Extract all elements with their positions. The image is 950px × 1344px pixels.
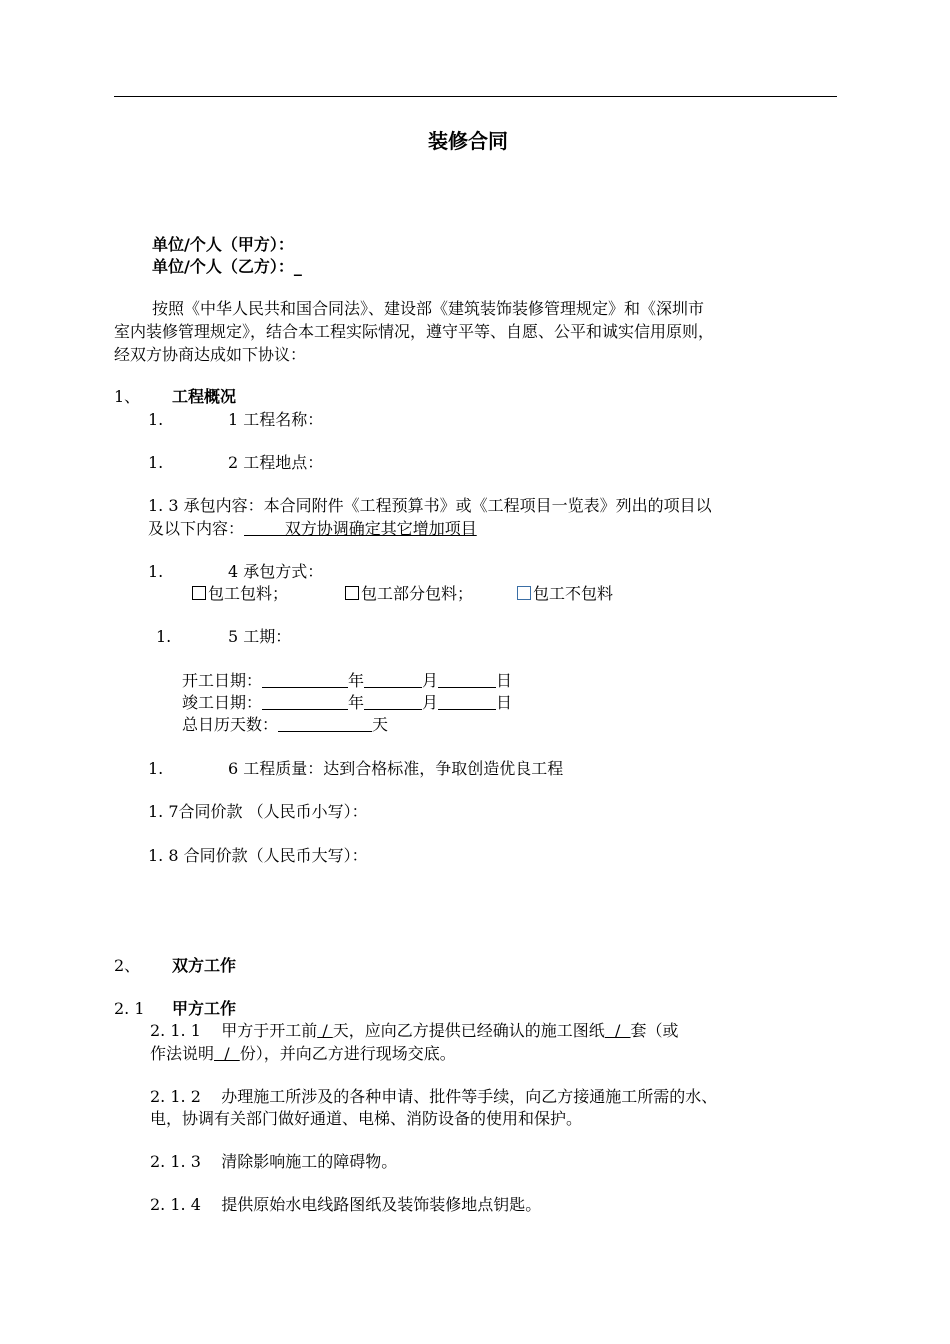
item-1-5-number: 1. bbox=[156, 627, 172, 646]
end-year-blank[interactable] bbox=[262, 693, 348, 710]
clause-2-1-2-line-1: 2. 1. 2 办理施工所涉及的各种申请、批件等手续，向乙方接通施工所需的水、 bbox=[150, 1087, 718, 1106]
clause-2-1-1-line-2 bbox=[150, 1043, 456, 1065]
clause-2-1-1-fill-1: / bbox=[317, 1021, 333, 1040]
item-1-3-line-1: 1. 3 承包内容：本合同附件《工程预算书》或《工程项目一览表》列出的项目以 bbox=[148, 496, 712, 515]
clause-2-1-4: 2. 1. 4 提供原始水电线路图纸及装饰装修地点钥匙。 bbox=[150, 1195, 542, 1214]
checkbox-icon[interactable] bbox=[345, 586, 359, 600]
clause-2-1-1-text-b: 天，应向乙方提供已经确认的施工图纸 bbox=[332, 1021, 605, 1040]
item-1-1-number: 1. bbox=[148, 410, 164, 429]
subsection-2-1-number: 2. 1 bbox=[114, 999, 145, 1018]
item-1-2-number: 1. bbox=[148, 453, 164, 472]
option-full-materials-label: 包工包料； bbox=[208, 584, 289, 603]
total-days-row bbox=[182, 714, 388, 736]
item-1-2-text: 2 工程地点： bbox=[228, 453, 324, 472]
item-1-6-number: 1. bbox=[148, 759, 164, 778]
start-day-blank[interactable] bbox=[438, 671, 496, 688]
intro-line-3: 经双方协商达成如下协议： bbox=[114, 345, 307, 364]
day-label: 日 bbox=[496, 671, 513, 690]
total-days-blank[interactable] bbox=[278, 715, 372, 732]
section-1-number: 1、 bbox=[114, 387, 141, 406]
end-day-blank[interactable] bbox=[438, 693, 496, 710]
option-labor-only[interactable] bbox=[517, 583, 613, 605]
clause-2-1-2-line-2: 电，协调有关部门做好通道、电梯、消防设备的使用和保护。 bbox=[150, 1109, 583, 1128]
checkbox-icon[interactable] bbox=[517, 586, 531, 600]
party-a-label: 单位/个人（甲方）： bbox=[152, 235, 294, 254]
days-label: 天 bbox=[372, 715, 389, 734]
party-b-label: 单位/个人（乙方）：_ bbox=[152, 257, 302, 276]
section-2-number: 2、 bbox=[114, 956, 141, 975]
item-1-4-text: 4 承包方式： bbox=[228, 562, 324, 581]
page-title: 装修合同 bbox=[428, 129, 508, 153]
subsection-2-1-title: 甲方工作 bbox=[172, 999, 237, 1018]
section-2-title: 双方工作 bbox=[172, 956, 237, 975]
end-date-row bbox=[182, 692, 512, 714]
clause-2-1-1-line-1 bbox=[150, 1020, 679, 1042]
clause-2-1-3: 2. 1. 3 清除影响施工的障碍物。 bbox=[150, 1152, 398, 1171]
end-month-blank[interactable] bbox=[364, 693, 422, 710]
month-label: 月 bbox=[422, 671, 439, 690]
item-1-1-text: 1 工程名称： bbox=[228, 410, 324, 429]
month-label: 月 bbox=[422, 693, 439, 712]
item-1-3-label: 及以下内容： bbox=[148, 519, 245, 538]
clause-2-1-1-fill-2: / bbox=[604, 1021, 631, 1040]
year-label: 年 bbox=[348, 671, 365, 690]
clause-2-1-1-text-e: 份），并向乙方进行现场交底。 bbox=[239, 1044, 456, 1063]
clause-2-1-1-text-a: 2. 1. 1 甲方于开工前 bbox=[150, 1021, 318, 1040]
intro-line-1: 按照《中华人民共和国合同法》、建设部《建筑装饰装修管理规定》和《深圳市 bbox=[152, 299, 705, 318]
item-1-8-text: 1. 8 合同价款（人民币大写）： bbox=[148, 846, 368, 865]
item-1-5-text: 5 工期： bbox=[228, 627, 292, 646]
section-1-title: 工程概况 bbox=[172, 387, 237, 406]
option-labor-only-label: 包工不包料 bbox=[533, 584, 614, 603]
item-1-3-line-2 bbox=[148, 518, 477, 540]
year-label: 年 bbox=[348, 693, 365, 712]
clause-2-1-1-text-c: 套（或 bbox=[630, 1021, 679, 1040]
end-date-label: 竣工日期： bbox=[182, 693, 263, 712]
start-date-label: 开工日期： bbox=[182, 671, 263, 690]
start-date-row bbox=[182, 670, 512, 692]
clause-2-1-1-text-d: 作法说明 bbox=[150, 1044, 215, 1063]
start-year-blank[interactable] bbox=[262, 671, 348, 688]
item-1-4-number: 1. bbox=[148, 562, 164, 581]
clause-2-1-1-fill-3: / bbox=[214, 1044, 240, 1063]
item-1-7-text: 1. 7合同价款 （人民币小写）： bbox=[148, 802, 368, 821]
checkbox-icon[interactable] bbox=[192, 586, 206, 600]
day-label: 日 bbox=[496, 693, 513, 712]
header-rule bbox=[114, 96, 837, 97]
intro-line-2: 室内装修管理规定》，结合本工程实际情况，遵守平等、自愿、公平和诚实信用原则， bbox=[114, 322, 715, 341]
total-days-label: 总日历天数： bbox=[182, 715, 279, 734]
start-month-blank[interactable] bbox=[364, 671, 422, 688]
option-partial-materials[interactable] bbox=[345, 583, 473, 605]
option-full-materials[interactable] bbox=[192, 583, 288, 605]
item-1-6-text: 6 工程质量：达到合格标准，争取创造优良工程 bbox=[228, 759, 564, 778]
option-partial-materials-label: 包工部分包料； bbox=[361, 584, 474, 603]
item-1-3-fill: 双方协调确定其它增加项目 bbox=[244, 519, 477, 538]
